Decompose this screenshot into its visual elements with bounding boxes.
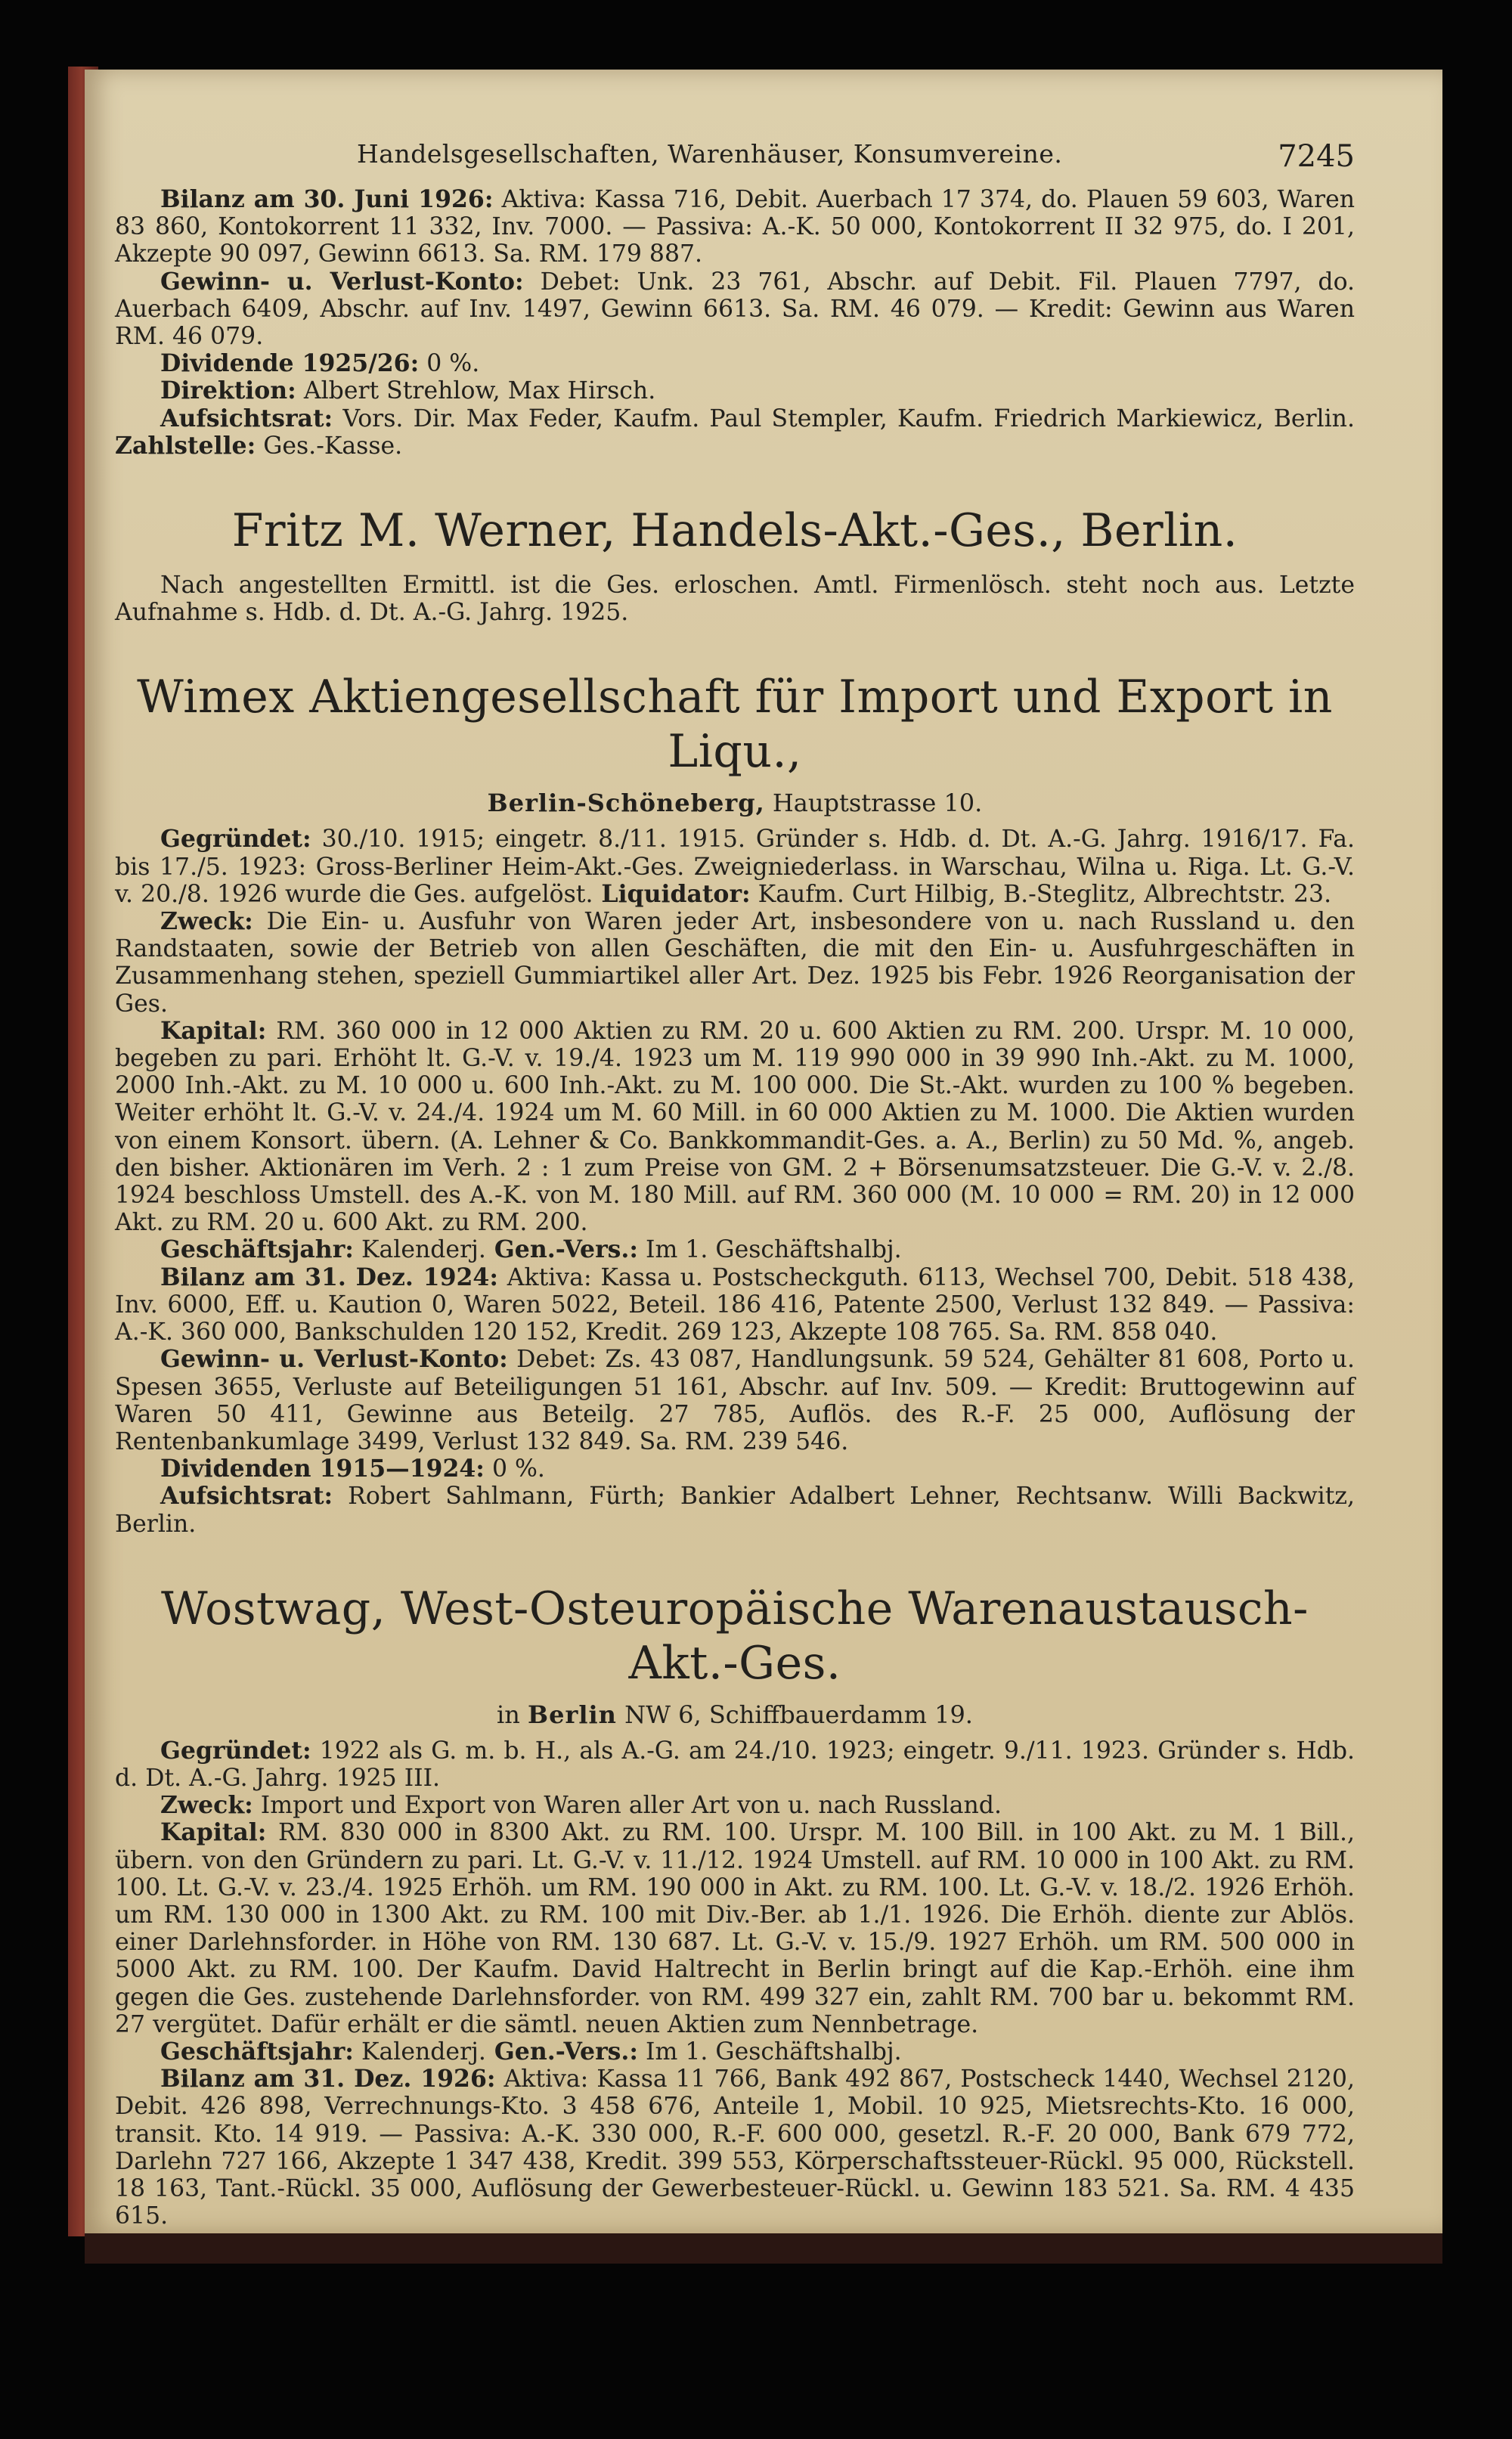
text: Aktiva: Kassa u. Postscheckguth. 6113, Wechsel 700, Debit. 518 438, Inv. 6000, Eff. u. Kaution 0, Waren 5022, Beteil. 186 416, Patente 2500, Verlust 132 849. — Passiva: A.-K. 360 000, Bankschulden 120 152, Kredit. 269 123, Akzepte 108 765. Sa. RM. 858 040. <box>115 1263 1355 1347</box>
company-city: Berlin <box>528 1700 617 1729</box>
label: Bilanz am 31. Dez. 1926: <box>160 2065 496 2093</box>
text: 1922 als G. m. b. H., als A.-G. am 24./10. 1923; eingetr. 9./11. 1923. Gründer s. Hdb. d. Dt. A.-G. Jahrg. 1925 III. <box>115 1737 1355 1792</box>
label: Kapital: <box>160 1818 267 1847</box>
paragraph-geschaeftsjahr <box>115 2038 1355 2066</box>
paragraph-kapital <box>115 1018 1355 1237</box>
text: 30./10. 1915; eingetr. 8./11. 1915. Gründer s. Hdb. d. Dt. A.-G. Jahrg. 1916/17. Fa. bis 17./5. 1923: Gross-Berliner Heim-Akt.-Ges. Zweigniederlass. in Warschau, Wilna u. Riga. Lt. G.-V. v. 20./8. 1926 wurde die Ges. aufgelöst. <box>115 826 1355 908</box>
label: Gegründet: <box>160 825 311 854</box>
text: Kaufm. Curt Hilbig, B.-Steglitz, Albrechtstr. 23. <box>750 880 1332 908</box>
text: Aktiva: Kassa 716, Debit. Auerbach 17 374, do. Plauen 59 603, Waren 83 860, Kontokorrent 11 332, Inv. 7000. — Passiva: A.-K. 50 000, Kontokorrent II 32 975, do. I 201, Akzepte 90 097, Gewinn 6613. Sa. RM. 179 887. <box>115 186 1356 268</box>
label: Gewinn- u. Verlust-Konto: <box>160 267 524 296</box>
text: Die Ein- u. Ausfuhr von Waren jeder Art, insbesondere von u. nach Russland u. den Randstaaten, sowie der Betrieb von allen Geschäften, die mit den Ein- u. Ausfuhrgeschäften in Zusammenhang stehen, speziell Gummiartikel aller Art. Dez. 1925 bis Febr. 1926 Reorganisation der Ges. <box>115 908 1355 1018</box>
label: Aufsichtsrat: <box>160 404 333 432</box>
paragraph-geschaeftsjahr <box>115 1236 1355 1263</box>
paragraph-bilanz <box>115 1264 1355 1347</box>
book-page <box>85 70 1442 2233</box>
label: Dividende 1925/26: <box>160 349 420 378</box>
paragraph-gegruendet <box>115 1737 1355 1792</box>
text: Vors. Dir. Max Feder, Kaufm. Paul Stempler, Kaufm. Friedrich Markiewicz, Berlin. <box>333 404 1355 432</box>
company-street: Hauptstrasse 10. <box>764 789 983 818</box>
section-wostwag <box>115 1582 1355 2230</box>
paragraph-status: Nach angestellten Ermittl. ist die Ges. erloschen. Amtl. Firmenlösch. steht noch aus. Letzte Aufnahme s. Hdb. d. Dt. A.-G. Jahrg. 1925. <box>115 572 1355 627</box>
label: Aufsichtsrat: <box>160 1482 333 1511</box>
page-number: 7245 <box>1278 139 1355 174</box>
label: Zweck: <box>160 1791 253 1820</box>
paragraph-bilanz <box>115 2066 1355 2230</box>
paragraph-aufsichtsrat <box>115 1483 1355 1537</box>
section-wimex <box>115 670 1355 1537</box>
paragraph-aufsichtsrat <box>115 405 1355 460</box>
paragraph-bilanz <box>115 186 1355 268</box>
label: Liquidator: <box>593 879 751 908</box>
text: Ges.-Kasse. <box>256 432 403 460</box>
section-fritz-werner <box>115 504 1355 626</box>
company-title: Wostwag, West-Osteuropäische Warenaustausch-Akt.-Ges. <box>161 1582 1309 1690</box>
company-prefix: in <box>497 1700 528 1729</box>
company-city: Berlin-Schöneberg, <box>487 789 765 818</box>
paragraph-gewinn-verlust <box>115 268 1355 351</box>
text: Im 1. Geschäftshalbj. <box>638 1236 902 1264</box>
label: Geschäftsjahr: <box>160 2037 354 2066</box>
paragraph-dividenden <box>115 1455 1355 1483</box>
company-title: Fritz M. Werner, Handels-Akt.-Ges., Berlin. <box>231 504 1238 558</box>
label: Kapital: <box>160 1016 267 1045</box>
paragraph-zweck <box>115 1792 1355 1819</box>
company-title: Wimex Aktiengesellschaft für Import und Export in Liqu., <box>137 671 1333 779</box>
label: Geschäftsjahr: <box>160 1235 354 1264</box>
paragraph-zweck <box>115 908 1355 1018</box>
text: Robert Sahlmann, Fürth; Bankier Adalbert Lehner, Rechtsanw. Willi Backwitz, Berlin. <box>115 1483 1355 1538</box>
text: Import und Export von Waren aller Art von u. nach Russland. <box>253 1792 1002 1820</box>
section-previous-company <box>115 186 1355 460</box>
paragraph-direktion <box>115 377 1355 404</box>
page-content <box>115 139 1355 2230</box>
company-address <box>115 1700 1355 1730</box>
label: Zweck: <box>160 907 253 936</box>
company-street: NW 6, Schiffbauerdamm 19. <box>616 1700 973 1729</box>
book-edge <box>85 2233 1442 2264</box>
label: Bilanz am 30. Juni 1926: <box>160 185 494 213</box>
text: Kalenderj. <box>353 1236 486 1264</box>
text: Albert Strehlow, Max Hirsch. <box>296 377 656 405</box>
label: Gewinn- u. Verlust-Konto: <box>160 1345 508 1374</box>
paragraph-gegruendet <box>115 826 1355 908</box>
label: Bilanz am 31. Dez. 1924: <box>160 1263 498 1291</box>
label: Zahlstelle: <box>115 431 256 460</box>
text: 0 %. <box>484 1455 545 1483</box>
running-head-title: Handelsgesellschaften, Warenhäuser, Konsumvereine. <box>357 139 1063 169</box>
text: Aktiva: Kassa 11 766, Bank 492 867, Postscheck 1440, Wechsel 2120, Debit. 426 898, Verrechnungs-Kto. 3 458 676, Anteile 1, Mobil. 10 925, Mietsrechts-Kto. 16 000, transit. Kto. 14 919. — Passiva: A.-K. 330 000, R.-F. 600 000, gesetzl. R.-F. 20 000, Bank 679 772, Darlehn 727 166, Akzepte 1 347 438, Kredit. 399 553, Körperschaftssteuer-Rückl. 95 000, Rückstell. 18 163, Tant.-Rückl. 35 000, Auflösung der Gewerbesteuer-Rückl. u. Gewinn 183 521. Sa. RM. 4 435 615. <box>115 2066 1355 2230</box>
paragraph-dividende <box>115 350 1355 377</box>
label: Dividenden 1915—1924: <box>160 1455 485 1483</box>
running-head <box>115 139 1355 186</box>
company-address <box>115 788 1355 818</box>
text: Debet: Zs. 43 087, Handlungsunk. 59 524, Gehälter 81 608, Porto u. Spesen 3655, Verluste auf Beteiligungen 51 161, Abschr. auf Inv. 509. — Kredit: Bruttogewinn auf Waren 50 411, Gewinne aus Beteilg. 27 785, Auflös. des R.-F. 25 000, Auflösung der Rentenbankumlage 3499, Verlust 132 849. Sa. RM. 239 546. <box>115 1346 1355 1455</box>
label: Gen.-Vers.: <box>485 1235 638 1264</box>
paragraph-gewinn-verlust <box>115 1346 1355 1455</box>
label: Gen.-Vers.: <box>485 2037 638 2066</box>
text: RM. 830 000 in 8300 Akt. zu RM. 100. Urspr. M. 100 Bill. in 100 Akt. zu M. 1 Bill., übern. von den Gründern zu pari. Lt. G.-V. v. 11./12. 1924 Umstell. auf RM. 10 000 in 100 Akt. zu RM. 100. Lt. G.-V. v. 23./4. 1925 Erhöh. um RM. 190 000 in Akt. zu RM. 100. Lt. G.-V. v. 18./2. 1926 Erhöh. um RM. 130 000 in 1300 Akt. zu RM. 100 mit Div.-Ber. ab 1./1. 1926. Die Erhöh. diente zur Ablös. einer Darlehnsforder. in Höhe von RM. 130 687. Lt. G.-V. v. 15./9. 1927 Erhöh. um RM. 500 000 in 5000 Akt. zu RM. 100. Der Kaufm. David Haltrecht in Berlin bringt auf die Kap.-Erhöh. eine ihm gegen die Ges. zustehende Darlehnsforder. von RM. 499 327 ein, zahlt RM. 700 bar u. bekommt RM. 27 vergütet. Dafür erhält er die sämtl. neuen Aktien zum Nennbetrage. <box>115 1819 1355 2038</box>
text: Im 1. Geschäftshalbj. <box>638 2038 902 2066</box>
text: 0 %. <box>419 350 480 378</box>
text: RM. 360 000 in 12 000 Aktien zu RM. 20 u. 600 Aktien zu RM. 200. Urspr. M. 10 000, begeben zu pari. Erhöht lt. G.-V. v. 19./4. 1923 um M. 119 990 000 in 39 990 Inh.-Akt. zu M. 1000, 2000 Inh.-Akt. zu M. 10 000 u. 600 Inh.-Akt. zu M. 100 000. Die St.-Akt. wurden zu 100 % begeben. Weiter erhöht lt. G.-V. v. 24./4. 1924 um M. 60 Mill. in 60 000 Aktien zu M. 1000. Die Aktien wurden von einem Konsort. übern. (A. Lehner & Co. Bankkommandit-Ges. a. A., Berlin) zu 50 Md. %, angeb. den bisher. Aktionären im Verh. 2 : 1 zum Preise von GM. 2 + Börsenumsatzsteuer. Die G.-V. v. 2./8. 1924 beschloss Umstell. des A.-K. von M. 180 Mill. auf RM. 360 000 (M. 10 000 = RM. 20) in 12 000 Akt. zu RM. 20 u. 600 Akt. zu RM. 200. <box>115 1017 1355 1237</box>
label: Gegründet: <box>160 1736 311 1765</box>
text: Kalenderj. <box>353 2038 486 2066</box>
label: Direktion: <box>160 377 296 405</box>
paragraph-kapital <box>115 1819 1355 2038</box>
text: Debet: Unk. 23 761, Abschr. auf Debit. Fil. Plauen 7797, do. Auerbach 6409, Abschr. auf Inv. 1497, Gewinn 6613. Sa. RM. 46 079. — Kredit: Gewinn aus Waren RM. 46 079. <box>115 268 1355 351</box>
